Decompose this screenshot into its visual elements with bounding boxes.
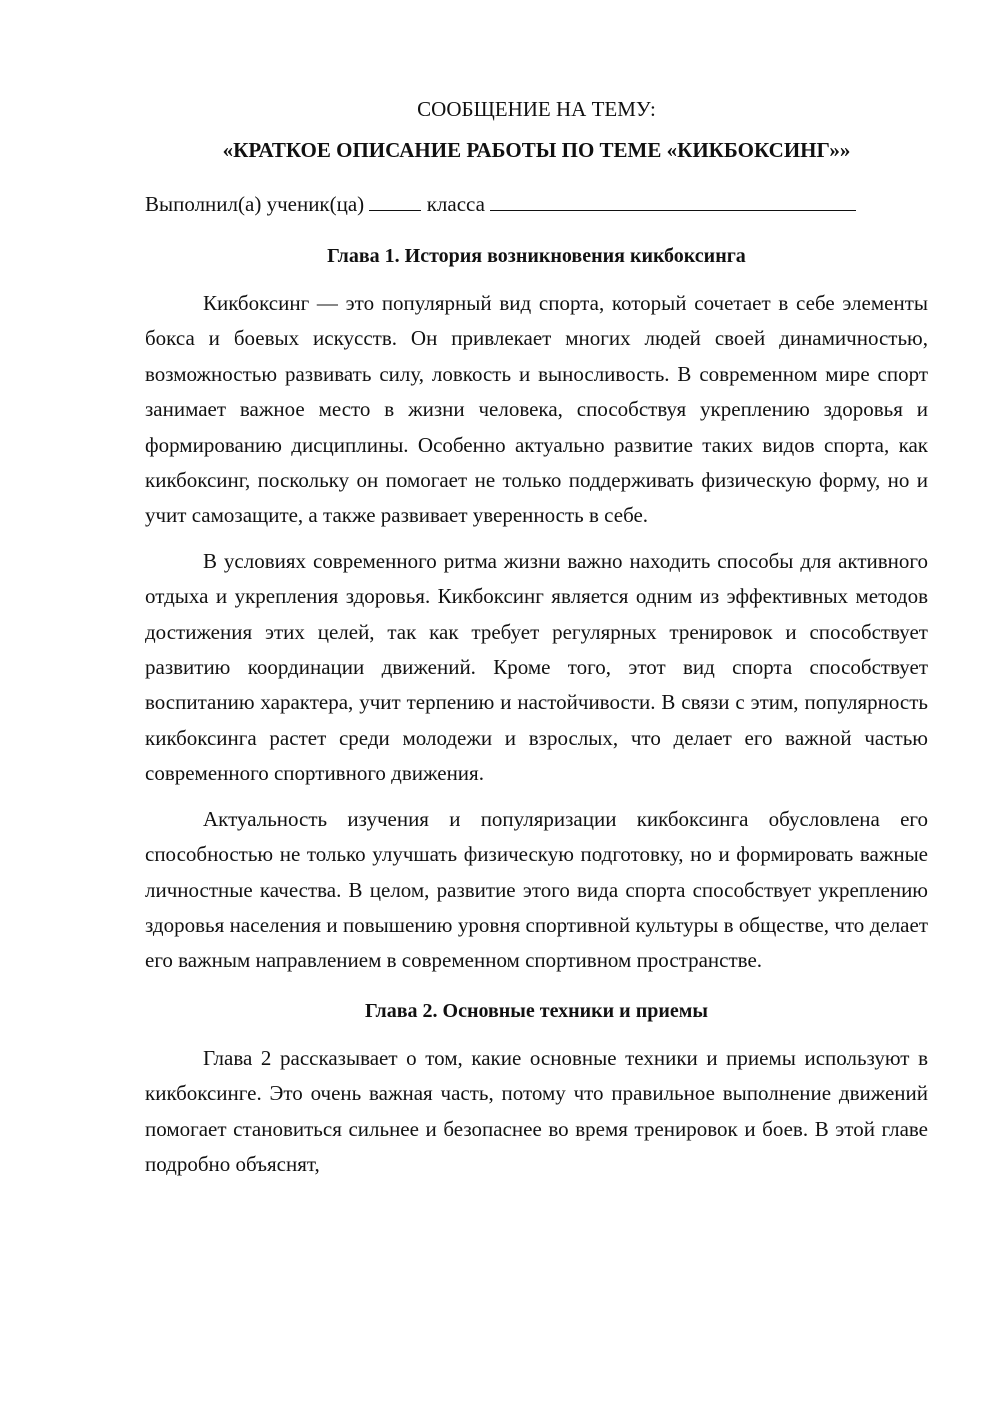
chapter-1-paragraph-1: Кикбоксинг — это популярный вид спорта, который сочетает в себе элементы бокса и боевых искусств. Он привлекает многих людей своей динамичностью, возможностью развивать силу, ловкость и выносливость. В современном мире спорт занимает важное место в жизни человека, способствуя укреплению здоровья и формированию дисциплины. Особенно актуально развитие таких видов спорта, как кикбоксинг, поскольку он помогает не только поддерживать физическую форму, но и учит самозащите, а также развивает уверенность в себе. — [145, 291, 928, 528]
document-page — [145, 88, 928, 1192]
student-name-blank — [490, 190, 856, 211]
chapter-1-paragraph-2: В условиях современного ритма жизни важно находить способы для активного отдыха и укрепления здоровья. Кикбоксинг является одним из эффективных методов достижения этих целей, так как требует регулярных тренировок и способствует развитию координации движений. Кроме того, этот вид спорта способствует воспитанию характера, учит терпению и настойчивости. В связи с этим, популярность кикбоксинга растет среди молодежи и взрослых, что делает его важной частью современного спортивного движения. — [145, 548, 928, 786]
class-number-blank — [369, 190, 421, 211]
author-prefix: Выполнил(а) ученик(ца) — [145, 192, 365, 216]
author-middle: класса — [426, 192, 485, 216]
chapter-1-paragraph-3: Актуальность изучения и популяризации кикбоксинга обусловлена его способностью не только улучшать физическую подготовку, но и формировать важные личностные качества. В целом, развитие этого вида спорта способствует укреплению здоровья населения и повышению уровня спортивной культуры в обществе, что делает его важным направлением в современном спортивном пространстве. — [145, 806, 928, 973]
chapter-2-heading: Глава 2. Основные техники и приемы — [365, 999, 708, 1022]
chapter-2-paragraph-1: Глава 2 рассказывает о том, какие основные техники и приемы используют в кикбоксинге. Это очень важная часть, потому что правильное выполнение движений помогает становиться сильнее и безопаснее во время тренировок и боев. В этой главе подробно объяснят, — [145, 1045, 928, 1176]
document-title-line-2: «КРАТКОЕ ОПИСАНИЕ РАБОТЫ ПО ТЕМЕ «КИКБОКСИНГ»» — [222, 138, 851, 162]
chapter-1-heading: Глава 1. История возникновения кикбоксинга — [327, 245, 746, 267]
document-title-line-1: СООБЩЕНИЕ НА ТЕМУ: — [417, 97, 656, 121]
author-line — [145, 184, 928, 224]
